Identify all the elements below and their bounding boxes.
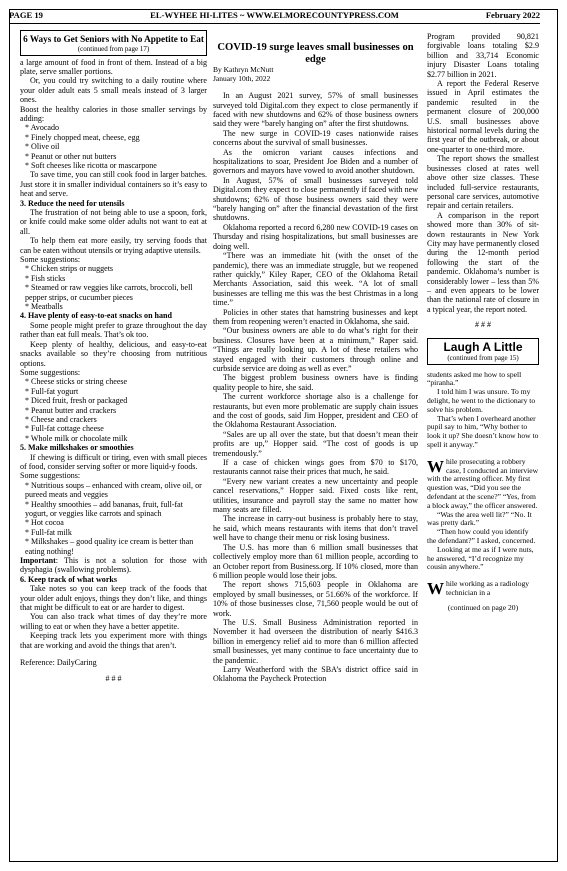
end-mark: # # #	[474, 320, 492, 330]
masthead: EL-WYHEE HI-LITES ~ WWW.ELMORECOUNTYPRESS.COM	[150, 10, 399, 20]
byline: By Kathryn McNutt	[213, 65, 274, 74]
paragraph: If a case of chicken wings goes from $70 to $170, restaurants cannot raise their prices that much, he said.	[213, 458, 418, 477]
paragraph: Looking at me as if I were nuts, he answered, “I’d recognize my cousin anywhere.”	[427, 544, 534, 572]
paragraph: That’s when I overheard another pupil say to him, “Why bother to look it up? She doesn’t know how to spell it anyway.”	[427, 413, 539, 449]
paragraph: In August, 57% of small businesses surveyed told Digital.com they expect to close permanently if faced with new shutdowns; 62% of those business owners said they were “barely hanging on” after the financial devastation of the first shutdowns.	[213, 175, 418, 223]
paragraph: Some suggestions:	[20, 471, 81, 481]
right-column	[427, 32, 539, 840]
paragraph: Boost the healthy calories in those smaller servings by adding:	[20, 104, 207, 123]
header-rule	[9, 23, 540, 24]
paragraph: To save time, you can still cook food in larger batches. Just store it in smaller individual containers so it’s easy to heat and serve.	[20, 170, 207, 199]
paragraph: “Sales are up all over the state, but that doesn’t mean their profits are up,” Hopper said. “The cost of goods is up tremendously.”	[213, 429, 418, 458]
paragraph: “There was an immediate hit (with the onset of the pandemic), there was an immediate struggle, but we reopened rather quickly,” Kiley Raper, CEO of the Oklahoma Retail Merchants Association, said this week. “A lot of small businesses are telling me this was the best Christmas in a long time.”	[213, 251, 418, 308]
article-date: January 10th, 2022	[213, 73, 271, 83]
covid-article	[213, 42, 418, 842]
list-item: * Milkshakes – good quality ice cream is better than eating nothing!	[25, 537, 194, 556]
paragraph: If chewing is difficult or tiring, even with small pieces of food, consider serving softer or more liquid-y foods.	[20, 452, 207, 471]
list-item: * Olive oil	[25, 142, 60, 152]
paragraph: To help them eat more easily, try serving foods that can be eaten without utensils or trying adaptive utensils.	[20, 236, 207, 255]
paragraph: As the omicron variant causes infections and hospitalizations to soar, President Joe Biden and a number of governors and mayors have vowed to avoid another shutdown.	[213, 147, 418, 176]
list-item: * Meatballs	[25, 302, 63, 312]
page-header	[9, 10, 540, 21]
important-note	[20, 556, 207, 575]
paragraph: You can also track what times of day they’re more willing to eat or when they have a better appetite.	[20, 612, 207, 631]
paragraph: The current workforce shortage also is a challenge for restaurants, but even more problematic are supply chain issues and the cost of goods, said Jim Hopper, president and CEO of the Oklahoma Restaurant Association.	[213, 392, 418, 430]
laugh-title-box	[427, 338, 539, 365]
paragraph: “Our business owners are able to do what’s right for their business. Closures have been at a minimum,” Raper said. “Things are really looking up. A lot of these retailers who stayed engaged with their customers through online and curbside service are doing as well as ever.”	[213, 326, 418, 373]
joke-paragraph	[427, 458, 539, 511]
list-item: * Finely chopped meat, cheese, egg	[25, 132, 140, 142]
laugh-continued: (continued from page 15)	[447, 353, 519, 362]
covid-headline: COVID-19 surge leaves small businesses on edge	[217, 42, 414, 65]
list-item: * Whole milk or chocolate milk	[25, 433, 128, 443]
list-item: * Full-fat cottage cheese	[25, 424, 104, 434]
paragraph-text: hile working as a radiology technician in a	[446, 579, 530, 597]
section-heading: 3. Reduce the need for utensils	[20, 198, 125, 208]
laugh-title: Laugh A Little	[443, 339, 523, 354]
joke-paragraph	[427, 580, 539, 598]
list-item: * Chicken strips or nuggets	[25, 264, 114, 274]
list-item: * Peanut butter and crackers	[25, 405, 117, 415]
paragraph: The new surge in COVID-19 cases nationwide raises concerns about the survival of small businesses.	[213, 128, 418, 148]
list-item: * Nutritious soups – enhanced with cream, olive oil, or pureed meats and veggies	[25, 480, 202, 500]
paragraph: Some suggestions:	[20, 255, 81, 265]
list-item: * Soft cheeses like ricotta or mascarpone	[25, 160, 157, 170]
page-number: PAGE 19	[9, 10, 43, 20]
section-heading: 6. Keep track of what works	[20, 574, 117, 584]
list-item: * Hot cocoa	[25, 518, 64, 528]
reference: Reference: DailyCaring	[20, 658, 97, 668]
paragraph: a large amount of food in front of them. Instead of a big plate, serve smaller portions.	[20, 57, 207, 76]
paragraph: The report shows the smallest businesses closed at rates well above other size classes. These included full-service restaurants, personal care services, automotive repair and certain retailers.	[427, 154, 539, 211]
list-item: * Avocado	[25, 123, 60, 133]
list-item: * Cheese and crackers	[25, 414, 97, 424]
paragraph: Take notes so you can keep track of the foods that your older adult enjoys, things they don’t like, and things that might be difficult to eat or are harder to digest.	[20, 584, 207, 613]
list-item: * Steamed or raw veggies like carrots, broccoli, bell pepper strips, or cucumber pieces	[25, 283, 193, 302]
list-item: * Fish sticks	[25, 273, 66, 283]
laugh-article	[427, 371, 539, 613]
paragraph: A report the Federal Reserve issued in April estimates the pandemic resulted in the permanent closure of 200,000 U.S. small businesses above historical normal levels during the first year of the outbreak, or about one-quarter to one-third more.	[427, 79, 539, 154]
paragraph: Larry Weatherford with the SBA’s district office said in Oklahoma the Paycheck Protection	[213, 664, 418, 684]
issue-date: February 2022	[485, 10, 540, 20]
paragraph: The report shows 715,603 people in Oklahoma are employed by small businesses, or 51.66% of the workforce. If 10% of those businesses close, 71,560 people would be out of work.	[213, 580, 418, 618]
paragraph: Keeping track lets you experiment more with things that are working and avoid the things that aren’t.	[20, 631, 207, 650]
paragraph: Policies in other states that hamstring businesses and kept them from reopening weren’t enacted in Oklahoma, she said.	[213, 307, 418, 326]
important-text: : This is not a solution for those with dysphagia (swallowing problems).	[20, 556, 207, 575]
paragraph: In an August 2021 survey, 57% of small businesses surveyed told Digital.com they expect to close permanently if faced with new shutdowns and 62% of those business owners said they were “barely hanging on” after the first shutdowns.	[213, 91, 418, 129]
end-mark: # # #	[105, 673, 122, 683]
drop-cap: W	[427, 456, 444, 476]
paragraph: The biggest problem business owners have is finding quality people to hire, she said.	[213, 373, 418, 392]
paragraph: The U.S. Small Business Administration reported in November it had overseen the distribution of nearly $416.3 billion in emergency relief aid to more than 6 million affected small businesses, yet many continue to face uncertainty due to the pandemic.	[213, 617, 418, 665]
paragraph-text: hile prosecuting a robbery case, I conducted an interview with the arresting officer. My first question was, “Did you see the defendant at the scene?” “Yes, from a block away,” the officer answered.	[427, 456, 539, 510]
paragraph: “Every new variant creates a new uncertainty and people cancel reservations,” Hopper said. Fixed costs like rent, utilities, insurance and payroll stay the same no matter how many seats are filled.	[213, 476, 418, 515]
paragraph: students asked me how to spell “piranha.”	[427, 369, 522, 388]
paragraph: Program provided 90,821 forgivable loans totaling $2.9 billion and 33,714 Economic injury Disaster Loans totaling $2.77 billion in 2021.	[427, 32, 539, 79]
paragraph: A comparison in the report showed more than 30% of sit-down restaurants in New York City may have permanently closed during the 12-month period following the start of the pandemic. Oklahoma’s number is considerably lower – less than 5% – and even appears to be lower than the national rate of closure in a typical year, the report noted.	[427, 210, 539, 314]
seniors-article	[20, 30, 207, 845]
list-item: * Full-fat milk	[25, 527, 72, 537]
paragraph: Some suggestions:	[20, 367, 81, 377]
paragraph: Or, you could try switching to a daily routine where your older adult eats 5 small meals instead of 3 larger ones.	[20, 76, 207, 105]
section-heading: 4. Have plenty of easy-to-eat snacks on hand	[20, 311, 173, 321]
paragraph: The increase in carry-out business is probably here to stay, he said, which means restaurants with items that don’t travel well have to change their menu or risk losing business.	[213, 514, 418, 543]
seniors-title: 6 Ways to Get Seniors with No Appetite to Eat	[23, 34, 204, 44]
paragraph: The frustration of not being able to use a spoon, fork, or knife could make some older adults not want to eat at all.	[20, 208, 207, 236]
list-item: * Peanut or other nut butters	[25, 151, 117, 161]
important-label: Important	[20, 556, 56, 566]
continued-note: (continued on page 20)	[447, 602, 519, 612]
paragraph: Keep plenty of healthy, delicious, and easy-to-eat snacks available so they’re choosing from nutritious options.	[20, 339, 207, 368]
drop-cap: W	[427, 579, 444, 599]
seniors-continued: (continued from page 17)	[77, 44, 150, 53]
section-heading: 5. Make milkshakes or smoothies	[20, 443, 134, 453]
paragraph: The U.S. has more than 6 million small businesses that collectively employ more than 61 million people, according to an October report from Business.org. If 10% closed, more than 6 million people would lose their jobs.	[213, 542, 418, 580]
list-item: * Full-fat yogurt	[25, 386, 79, 396]
paragraph: I told him I was unsure. To my delight, he went to the dictionary to solve his problem.	[427, 387, 536, 414]
paragraph: Oklahoma reported a record 6,280 new COVID-19 cases on Thursday and rising hospitalizations, but small businesses are doing well.	[213, 222, 418, 251]
paragraph: “Then how could you identify the defendant?” I asked, concerned.	[427, 527, 536, 545]
list-item: * Healthy smoothies – add bananas, fruit, full-fat yogurt, or veggies like carrots and spinach	[25, 499, 183, 518]
paragraph: “Was the area well lit?” “No. It was pretty dark.”	[427, 509, 532, 528]
paragraph: Some people might prefer to graze throughout the day rather than eat full meals. That’s ok too.	[20, 320, 207, 340]
list-item: * Diced fruit, fresh or packaged	[25, 396, 128, 406]
seniors-title-box	[20, 30, 207, 56]
list-item: * Cheese sticks or string cheese	[25, 377, 128, 387]
